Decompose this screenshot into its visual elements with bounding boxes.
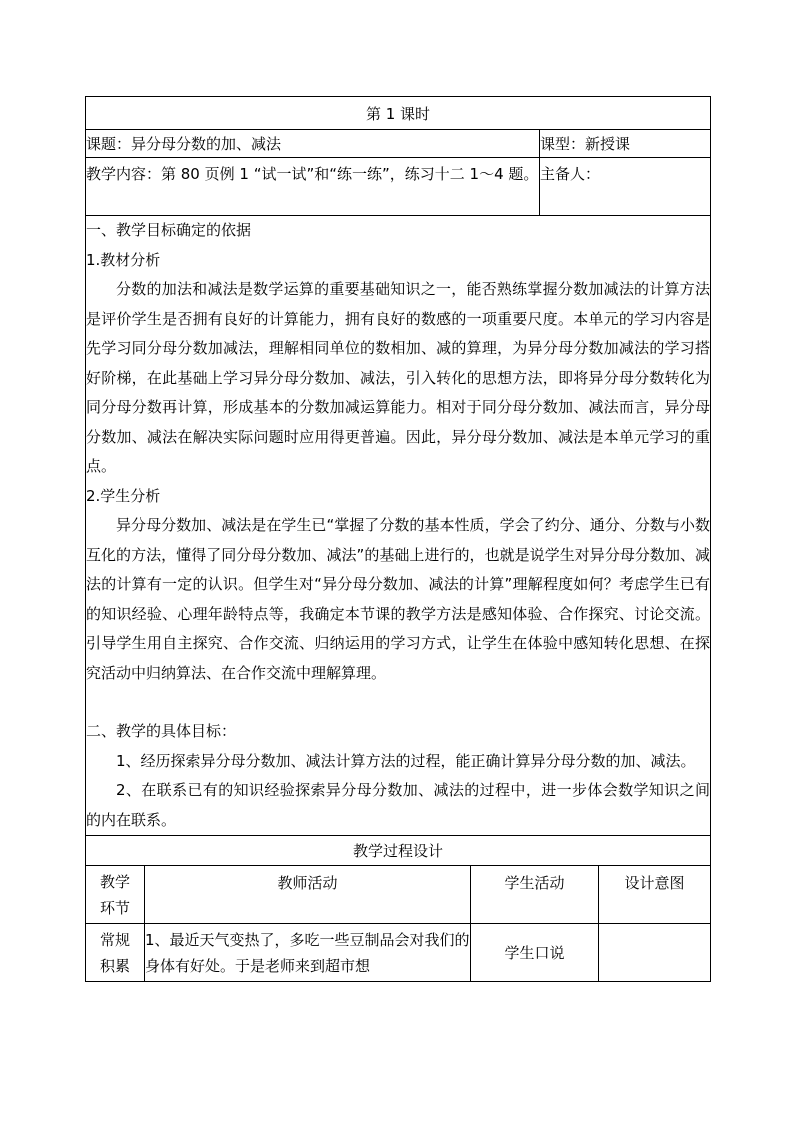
table-row [86,924,711,982]
row-teacher-activity: 1、最近天气变热了，多吃一些豆制品会对我们的身体有好处。于是老师来到超市想 [145,924,471,982]
objective-item: 1、经历探索异分母分数加、减法计算方法的过程，能正确计算异分母分数的加、减法。 [116,751,696,770]
row-stage: 常规积累 [86,924,145,982]
objectives-section [86,216,711,836]
column-header-student: 学生活动 [471,866,599,924]
column-header-intent: 设计意图 [599,866,711,924]
column-header-stage: 教学环节 [86,866,145,924]
student-analysis-title: 2.学生分析 [86,486,161,505]
objective-item: 2、在联系已有的知识经验探索异分母分数加、减法的过程中，进一步体会数学知识之间的内在联系。 [86,781,711,829]
lesson-type: 课型：新授课 [540,130,711,158]
student-analysis-text: 异分母分数加、减法是在学生已“掌握了分数的基本性质，学会了约分、通分、分数与小数互化的方法，懂得了同分母分数加、减法”的基础上进行的，也就是说学生对异分母分数加、减法的计算有一定的认识。但学生对“异分母分数加、减法的计算”理解程度如何？考虑学生已有的知识经验、心理年龄特点等，我确定本节课的教学方法是感知体验、合作探究、讨论交流。引导学生用自主探究、合作交流、归纳运用的学习方式，让学生在体验中感知转化思想、在探究活动中归纳算法、在合作交流中理解算理。 [86,516,711,682]
lesson-preparer: 主备人： [540,158,711,216]
textbook-analysis-title: 1.教材分析 [86,250,161,269]
lesson-content: 教学内容：第 80 页例 1 “试一试”和“练一练”，练习十二 1～4 题。 [86,158,540,216]
lesson-topic: 课题：异分母分数的加、减法 [86,130,540,158]
column-header-teacher: 教师活动 [145,866,471,924]
basis-heading: 一、教学目标确定的依据 [86,221,252,239]
row-design-intent [599,924,711,982]
lesson-plan-table [85,96,711,982]
row-student-activity: 学生口说 [471,924,599,982]
process-title: 教学过程设计 [86,836,711,866]
textbook-analysis-text: 分数的加法和减法是数学运算的重要基础知识之一，能否熟练掌握分数加减法的计算方法是评价学生是否拥有良好的计算能力，拥有良好的数感的一项重要尺度。本单元的学习内容是先学习同分母分数加减法，理解相同单位的数相加、减的算理，为异分母分数加减法的学习搭好阶梯，在此基础上学习异分母分数加、减法，引入转化的思想方法，即将异分母分数转化为同分母分数再计算，形成基本的分数加减运算能力。相对于同分母分数加、减法而言，异分母分数加、减法在解决实际问题时应用得更普遍。因此，异分母分数加、减法是本单元学习的重点。 [86,280,711,475]
lesson-period: 第 1 课时 [86,97,711,130]
objectives-heading: 二、教学的具体目标： [86,722,237,740]
